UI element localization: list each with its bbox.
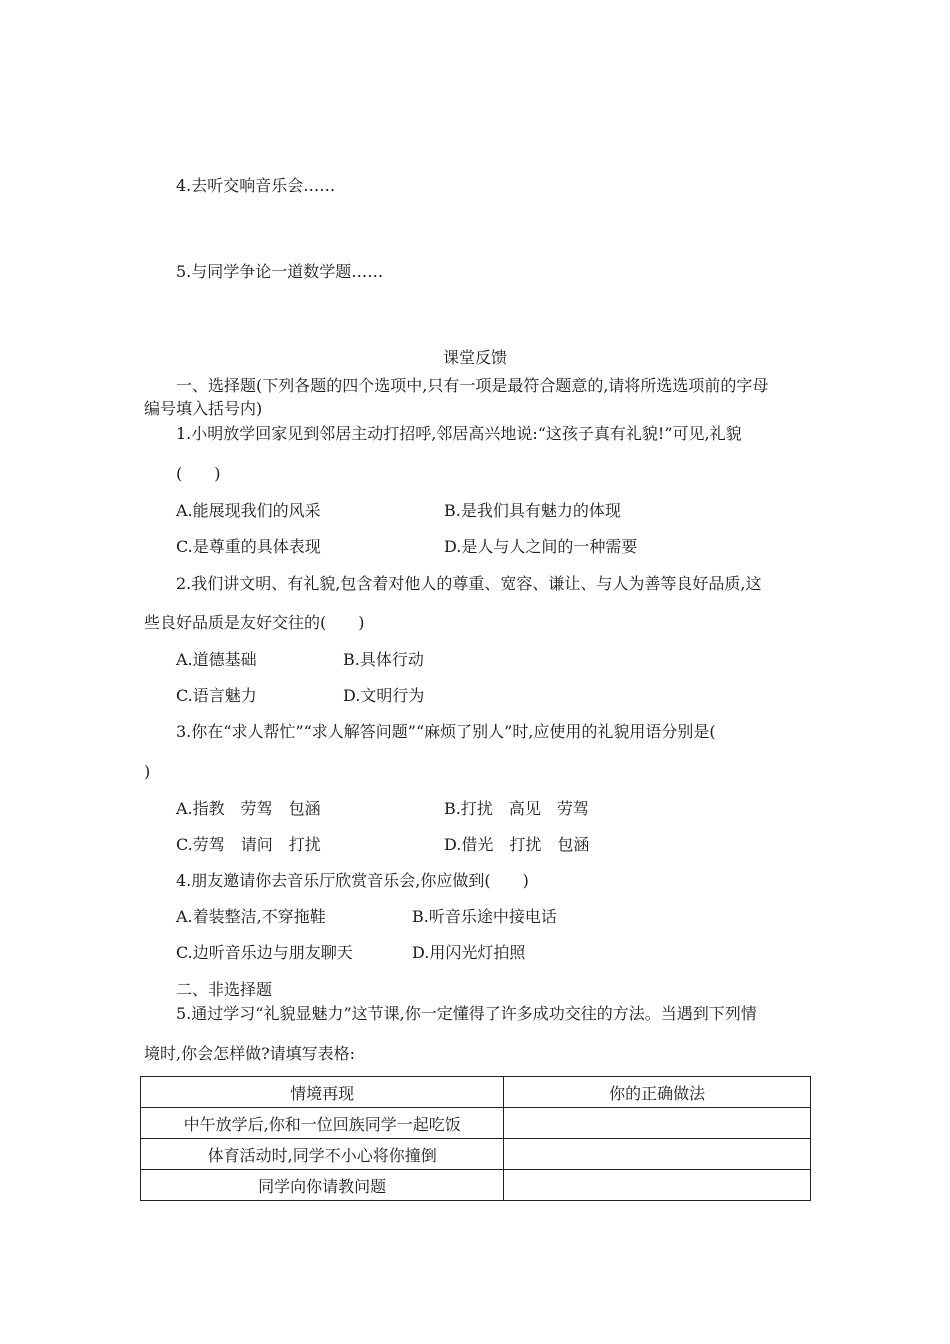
q3-option-d: D.借光 打扰 包涵 xyxy=(444,835,590,854)
prompt-4: 4.去听交响音乐会…… xyxy=(176,176,336,195)
q2-stem-line2: 些良好品质是友好交往的( ) xyxy=(144,613,365,632)
q2-option-a: A.道德基础 xyxy=(176,650,257,669)
q4-option-a: A.着装整洁,不穿拖鞋 xyxy=(176,907,326,926)
table-cell-scenario: 中午放学后,你和一位回族同学一起吃饭 xyxy=(141,1108,504,1139)
q3-option-a: A.指教 劳驾 包涵 xyxy=(176,799,321,818)
q3-option-b: B.打扰 高见 劳驾 xyxy=(444,799,589,818)
q2-option-d: D.文明行为 xyxy=(343,686,425,705)
q4-option-d: D.用闪光灯拍照 xyxy=(412,943,526,962)
q4-option-c: C.边听音乐边与朋友聊天 xyxy=(176,943,353,962)
table-cell-answer[interactable] xyxy=(504,1108,811,1139)
feedback-table xyxy=(140,1076,811,1201)
table-row xyxy=(141,1170,811,1201)
q3-option-c: C.劳驾 请问 打扰 xyxy=(176,835,321,854)
part1-heading-line2: 编号填入括号内) xyxy=(144,399,263,418)
q2-stem-line1: 2.我们讲文明、有礼貌,包含着对他人的尊重、宽容、谦让、与人为善等良好品质,这 xyxy=(176,574,762,593)
table-header-row xyxy=(141,1077,811,1108)
q2-option-b: B.具体行动 xyxy=(343,650,424,669)
q5-stem-line2: 境时,你会怎样做?请填写表格: xyxy=(144,1044,356,1063)
table-row xyxy=(141,1108,811,1139)
prompt-5: 5.与同学争论一道数学题…… xyxy=(176,262,384,281)
q1-option-c: C.是尊重的具体表现 xyxy=(176,537,321,556)
table-cell-answer[interactable] xyxy=(504,1170,811,1201)
q3-stem-line2: ) xyxy=(144,762,151,781)
q4-option-b: B.听音乐途中接电话 xyxy=(412,907,557,926)
section-title: 课堂反馈 xyxy=(442,348,507,367)
q3-stem-line1: 3.你在“求人帮忙”“求人解答问题”“麻烦了别人”时,应使用的礼貌用语分别是( xyxy=(176,722,716,741)
q1-option-d: D.是人与人之间的一种需要 xyxy=(444,537,638,556)
q2-option-c: C.语言魅力 xyxy=(176,686,257,705)
q5-stem-line1: 5.通过学习“礼貌显魅力”这节课,你一定懂得了许多成功交往的方法。当遇到下列情 xyxy=(176,1004,757,1023)
q4-stem: 4.朋友邀请你去音乐厅欣赏音乐会,你应做到( ) xyxy=(176,871,529,890)
table-header-answer: 你的正确做法 xyxy=(504,1077,811,1108)
part2-heading: 二、非选择题 xyxy=(176,980,273,999)
table-cell-scenario: 体育活动时,同学不小心将你撞倒 xyxy=(141,1139,504,1170)
q1-option-b: B.是我们具有魅力的体现 xyxy=(444,501,621,520)
table-cell-scenario: 同学向你请教问题 xyxy=(141,1170,504,1201)
q1-blank: ( ) xyxy=(176,464,221,483)
q1-option-a: A.能展现我们的风采 xyxy=(176,501,321,520)
part1-heading-line1: 一、选择题(下列各题的四个选项中,只有一项是最符合题意的,请将所选选项前的字母 xyxy=(176,376,769,395)
table-cell-answer[interactable] xyxy=(504,1139,811,1170)
q1-stem: 1.小明放学回家见到邻居主动打招呼,邻居高兴地说:“这孩子真有礼貌!”可见,礼貌 xyxy=(176,424,742,443)
table-header-scenario: 情境再现 xyxy=(141,1077,504,1108)
table-row xyxy=(141,1139,811,1170)
